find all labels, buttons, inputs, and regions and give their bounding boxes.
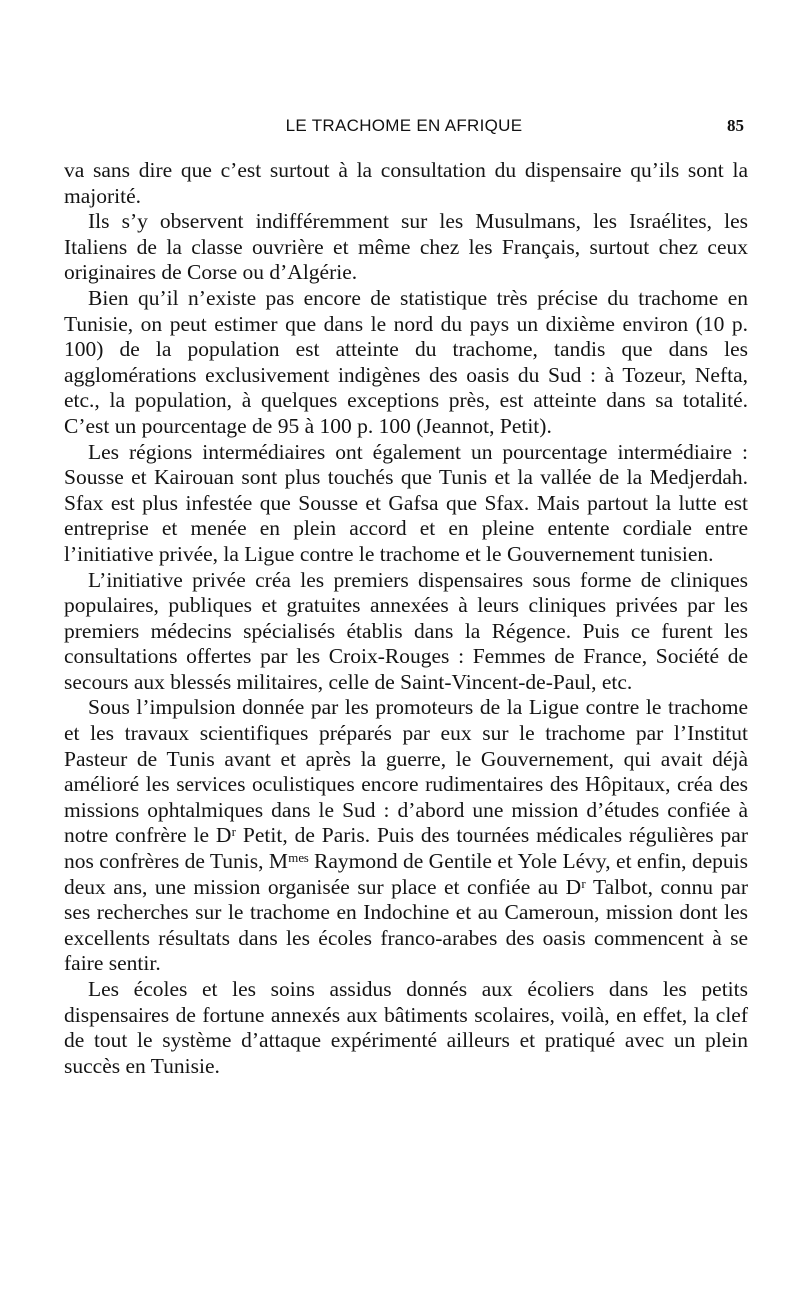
page-number: 85 <box>727 116 744 135</box>
running-title: LE TRACHOME EN AFRIQUE <box>285 116 523 135</box>
running-header <box>64 116 744 140</box>
paragraph: L’initiative privée créa les premiers dispensaires sous forme de cliniques populaires, publiques et gratuites annexées à leurs cliniques privées par les premiers médecins spécialisés établis dans la Régence. Puis ce furent les consultations offertes par les Croix-Rouges : Femmes de France, Société de secours aux blessés militaires, celle de Saint-Vincent-de-Paul, etc. <box>64 567 748 694</box>
paragraph: Ils s’y observent indifféremment sur les Musulmans, les Israélites, les Italiens de la classe ouvrière et même chez les Français, surtout chez ceux originaires de Corse ou d’Algérie. <box>64 209 748 285</box>
paragraph: va sans dire que c’est surtout à la consultation du dispensaire qu’ils sont la majorité. <box>64 158 748 208</box>
paragraph: Sous l’impulsion donnée par les promoteurs de la Ligue contre le trachome et les travaux scientifiques préparés par eux sur le trachome par l’Institut Pasteur de Tunis avant et après la guerre, le Gouvernement, qui avait déjà amélioré les services oculistiques encore rudimentaires des Hôpitaux, créa des missions ophtalmiques dans le Sud : d’abord une mission d’études confiée à notre confrère le Dʳ Petit, de Paris. Puis des tournées médicales régulières par nos confrères de Tunis, Mᵐᵉˢ Raymond de Gentile et Yole Lévy, et enfin, depuis deux ans, une mission organisée sur place et confiée au Dʳ Talbot, connu par ses recherches sur le trachome en Indochine et au Cameroun, mission dont les excellents résultats dans les écoles franco-arabes des oasis commencent à se faire sentir. <box>64 695 748 976</box>
paragraph: Les régions intermédiaires ont également un pourcentage intermédiaire : Sousse et Kairouan sont plus touchés que Tunis et la vallée de la Medjerdah. Sfax est plus infestée que Sousse et Gafsa que Sfax. Mais partout la lutte est entreprise et menée en plein accord et en pleine entente cordiale entre l’initiative privée, la Ligue contre le trachome et le Gouvernement tunisien. <box>64 439 748 566</box>
paragraph: Bien qu’il n’existe pas encore de statistique très précise du trachome en Tunisie, on peut estimer que dans le nord du pays un dixième environ (10 p. 100) de la population est atteinte du trachome, tandis que dans les agglomérations exclusivement indigènes des oasis du Sud : à Tozeur, Nefta, etc., la population, à quelques exceptions près, est atteinte dans sa totalité. C’est un pourcentage de 95 à 100 p. 100 (Jeannot, Petit). <box>64 285 748 438</box>
paragraph: Les écoles et les soins assidus donnés aux écoliers dans les petits dispensaires de fortune annexés aux bâtiments scolaires, voilà, en effet, la clef de tout le système d’attaque expérimenté ailleurs et pratiqué avec un plein succès en Tunisie. <box>64 977 748 1078</box>
body-text <box>64 158 748 1079</box>
